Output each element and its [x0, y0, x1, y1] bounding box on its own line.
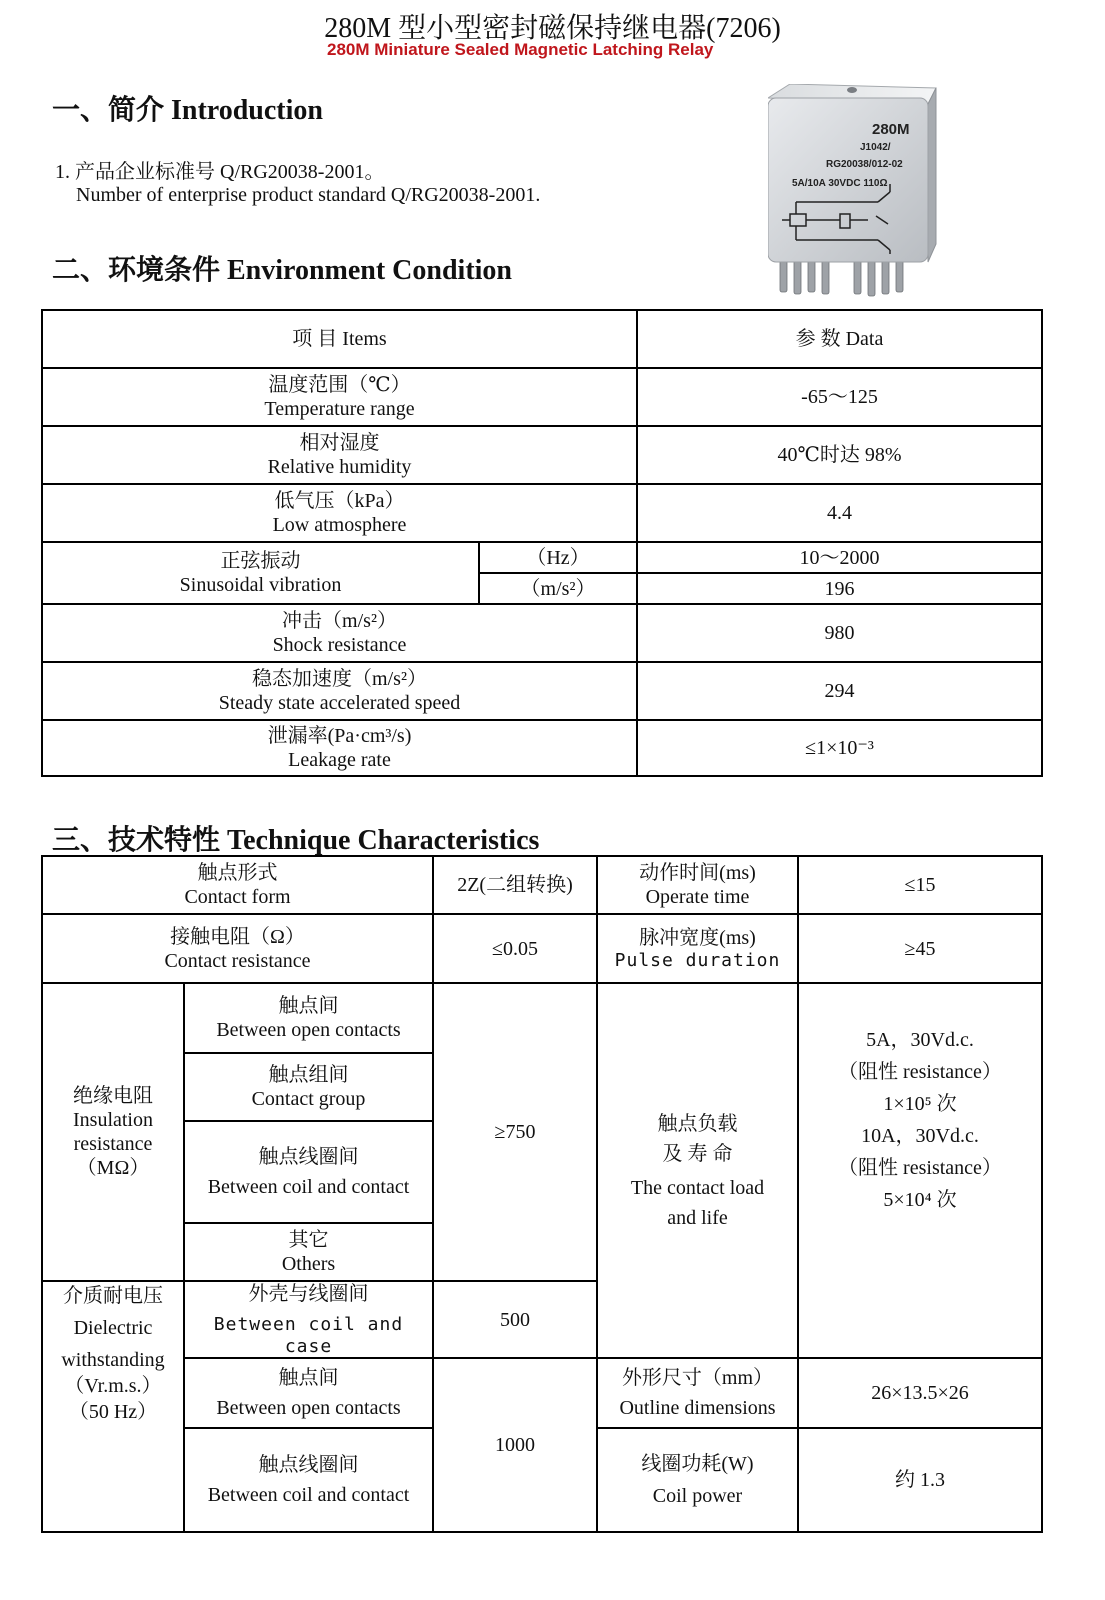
value-text: 10A，30Vd.c.: [861, 1125, 979, 1147]
row-label: [42, 662, 637, 720]
acceleration-value: 294: [824, 680, 855, 702]
row-label-en: Leakage rate: [288, 749, 391, 771]
pulse-duration-value: [798, 914, 1042, 983]
humidity-value: 40℃时达 98%: [777, 444, 902, 466]
label-en: and life: [667, 1206, 728, 1229]
table-row: [42, 484, 1042, 542]
vibration-unit-hz: [479, 542, 637, 573]
label-cn: 触点形式: [197, 862, 278, 884]
row-label-cn: 温度范围（℃）: [268, 374, 411, 396]
table-row: [42, 542, 1042, 573]
label-cn: 触点负载: [657, 1112, 738, 1135]
value-text: 约 1.3: [895, 1469, 945, 1492]
coil-power-label: [597, 1428, 798, 1532]
value-text: 1×10⁵ 次: [883, 1093, 957, 1115]
temperature-range-value: -65～125: [801, 386, 878, 408]
unit-label: （Hz）: [526, 546, 590, 569]
outline-label: [597, 1358, 798, 1428]
label-en: Contact form: [184, 886, 291, 908]
label-cn: 接触电阻（Ω）: [170, 925, 305, 948]
contact-load-label: [597, 983, 798, 1358]
label-en: Insulation: [73, 1109, 153, 1131]
label-cn: 触点间: [278, 995, 339, 1017]
relay-model-label: 280M: [872, 121, 910, 138]
label-cn: 及 寿 命: [662, 1142, 733, 1165]
relay-product-image: [768, 84, 978, 304]
coil-power-value: [798, 1428, 1042, 1532]
table-row: [42, 1358, 1042, 1428]
row-value: [637, 662, 1042, 720]
insulation-label: [42, 983, 184, 1281]
label-en: Contact resistance: [164, 949, 311, 972]
section2-heading: 二、环境条件 Environment Condition: [52, 255, 512, 286]
row-label: [42, 720, 637, 776]
insulation-sub-label: [184, 1223, 433, 1281]
leakage-value: ≤1×10⁻³: [805, 737, 874, 759]
label-en: Outline dimensions: [619, 1397, 776, 1420]
table-row: [42, 720, 1042, 776]
label-cn: 动作时间(ms): [639, 862, 756, 884]
label-en: Between coil and contact: [207, 1176, 410, 1198]
table-row: [42, 983, 1042, 1053]
value-text: （阻性 resistance）: [838, 1061, 1002, 1083]
vibration-accel-value: 196: [824, 577, 855, 600]
label-cn: 外壳与线圈间: [248, 1283, 369, 1305]
dielectric-1000-value: [433, 1358, 597, 1532]
row-value: [637, 426, 1042, 484]
document-title-cn: 280M 型小型密封磁保持继电器(7206): [324, 13, 781, 44]
row-label-cn: 低气压（kPa）: [274, 490, 405, 512]
technique-table: [41, 855, 1043, 1533]
vibration-unit-accel: [479, 573, 637, 604]
atmosphere-value: 4.4: [827, 502, 852, 524]
dielectric-open-label: [184, 1358, 433, 1428]
contact-form-label: [42, 856, 433, 914]
label-en: Contact group: [251, 1088, 366, 1110]
table-row: [42, 914, 1042, 983]
label-en: The contact load: [630, 1176, 765, 1199]
label-en: Others: [281, 1253, 336, 1275]
environment-table: [41, 309, 1043, 777]
label-en: Dielectric: [73, 1317, 153, 1339]
header-items-label: 项 目 Items: [292, 328, 387, 350]
value-text: 500: [500, 1308, 530, 1331]
row-label: [42, 542, 479, 604]
value-text: 26×13.5×26: [871, 1382, 969, 1405]
dielectric-coil-label: [184, 1428, 433, 1532]
header-items: [42, 310, 637, 368]
contact-resistance-label: [42, 914, 433, 983]
label-en: Operate time: [645, 886, 750, 908]
value-text: ≥750: [494, 1121, 536, 1143]
label-en: Pulse duration: [614, 949, 781, 971]
relay-standard-label: RG20038/012-02: [826, 159, 903, 170]
row-label-cn: 冲击（m/s²）: [282, 610, 397, 632]
table-row: [42, 856, 1042, 914]
label-cn: 触点线圈间: [258, 1146, 359, 1168]
row-label: [42, 426, 637, 484]
value-text: ≥45: [904, 937, 936, 960]
table-row: [42, 662, 1042, 720]
header-data-label: 参 数 Data: [795, 328, 884, 350]
dielectric-case-value: [433, 1281, 597, 1358]
label-cn: 外形尺寸（mm）: [621, 1367, 774, 1390]
dielectric-case-label: [184, 1281, 433, 1358]
shock-value: 980: [824, 622, 855, 644]
label-en: Coil power: [652, 1485, 743, 1508]
row-label-cn: 稳态加速度（m/s²）: [252, 668, 427, 690]
label-en: resistance: [73, 1133, 153, 1155]
row-label-en: Steady state accelerated speed: [218, 692, 461, 714]
unit-label: （Vr.m.s.）: [64, 1375, 162, 1397]
relay-code-label: J1042/: [860, 142, 891, 153]
vibration-frequency-value: 10～2000: [799, 546, 880, 569]
insulation-sub-label: [184, 983, 433, 1053]
label-cn: 线圈功耗(W): [641, 1453, 754, 1476]
row-label-en: Temperature range: [264, 398, 415, 420]
table-row: [42, 604, 1042, 662]
dielectric-label: [42, 1281, 184, 1532]
label-cn: 绝缘电阻: [73, 1085, 153, 1107]
label-en: Between open contacts: [216, 1397, 401, 1420]
row-label-en: Sinusoidal vibration: [179, 574, 342, 596]
label-en: Between coil and case: [213, 1314, 404, 1357]
row-value: [637, 720, 1042, 776]
label-cn: 脉冲宽度(ms): [639, 926, 756, 949]
row-label: [42, 484, 637, 542]
standard-number-en: Number of enterprise product standard Q/RG20038-2001.: [76, 184, 541, 206]
label-en: Between open contacts: [216, 1019, 401, 1041]
row-label-cn: 相对湿度: [299, 432, 380, 454]
row-value: [637, 604, 1042, 662]
value-text: 2Z(二组转换): [457, 874, 573, 896]
table-row: [42, 426, 1042, 484]
unit-label: （MΩ）: [76, 1157, 150, 1179]
label-en: withstanding: [61, 1349, 165, 1371]
row-value: [637, 573, 1042, 604]
label-cn: 触点间: [278, 1367, 339, 1390]
value-text: 1000: [495, 1434, 535, 1457]
insulation-sub-label: [184, 1053, 433, 1121]
row-value: [637, 484, 1042, 542]
row-label-en: Low atmosphere: [272, 514, 407, 536]
label-cn: 触点线圈间: [258, 1454, 359, 1477]
value-text: ≤0.05: [492, 937, 538, 960]
row-label-cn: 正弦振动: [220, 550, 301, 572]
row-label-en: Shock resistance: [272, 634, 407, 656]
label-cn: 触点组间: [268, 1064, 349, 1086]
standard-number-cn: 1. 产品企业标准号 Q/RG20038-2001。: [55, 161, 385, 183]
label-cn: 介质耐电压: [63, 1285, 163, 1307]
table-row: [42, 368, 1042, 426]
contact-resistance-value: [433, 914, 597, 983]
header-data: [637, 310, 1042, 368]
unit-label: （50 Hz）: [68, 1401, 158, 1423]
outline-value: [798, 1358, 1042, 1428]
row-value: [637, 368, 1042, 426]
value-text: （阻性 resistance）: [838, 1157, 1002, 1179]
operate-time-value: [798, 856, 1042, 914]
row-label: [42, 604, 637, 662]
row-label-en: Relative humidity: [267, 456, 412, 478]
row-label: [42, 368, 637, 426]
contact-load-value: [798, 983, 1042, 1358]
contact-form-value: [433, 856, 597, 914]
relay-rating-label: 5A/10A 30VDC 110Ω: [792, 178, 888, 189]
label-en: Between coil and contact: [207, 1484, 410, 1507]
operate-time-label: [597, 856, 798, 914]
section3-heading: 三、技术特性 Technique Characteristics: [52, 825, 540, 856]
value-text: ≤15: [904, 874, 936, 896]
label-cn: 其它: [288, 1229, 329, 1251]
row-value: [637, 542, 1042, 573]
insulation-value: [433, 983, 597, 1281]
row-label-cn: 泄漏率(Pa·cm³/s): [267, 725, 412, 747]
section1-heading: 一、简介 Introduction: [52, 95, 323, 126]
pulse-duration-label: [597, 914, 798, 983]
insulation-sub-label: [184, 1121, 433, 1223]
value-text: 5×10⁴ 次: [883, 1189, 957, 1211]
unit-label: （m/s²）: [520, 577, 596, 600]
document-title-en: 280M Miniature Sealed Magnetic Latching Relay: [327, 40, 714, 59]
table-header-row: [42, 310, 1042, 368]
value-text: 5A，30Vd.c.: [866, 1029, 974, 1051]
